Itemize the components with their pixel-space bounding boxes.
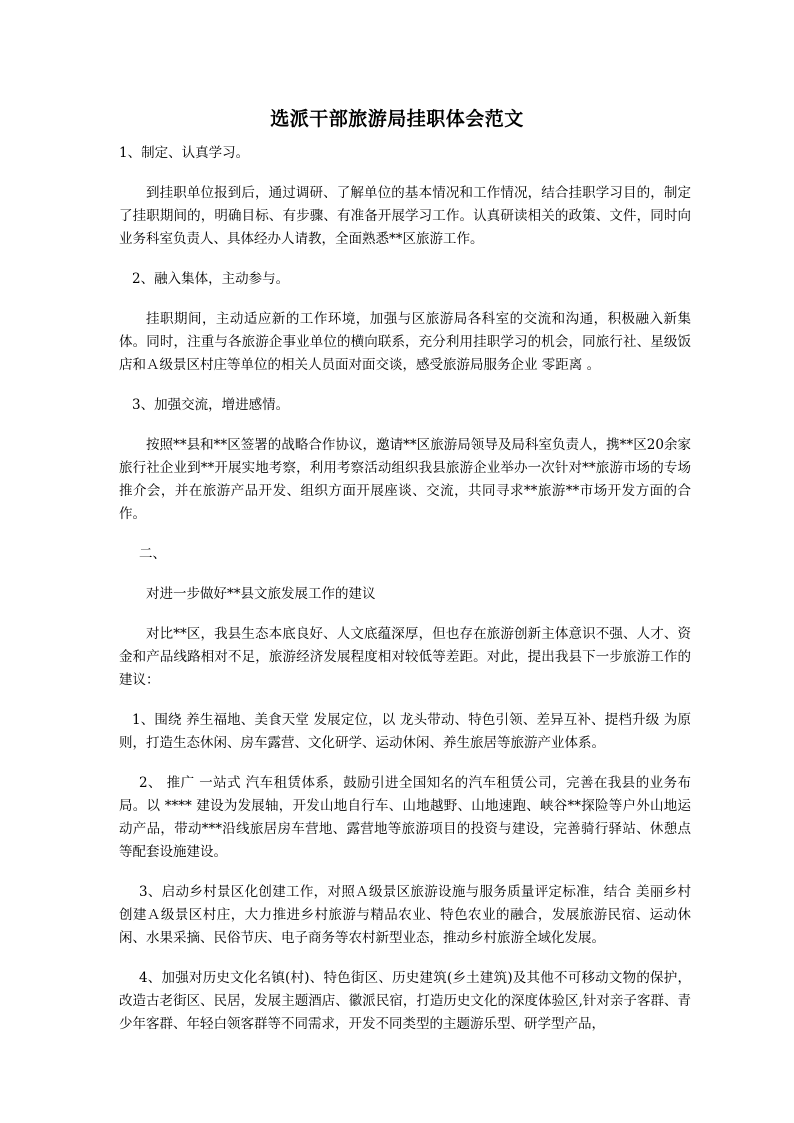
paragraph: 对比**区，我县生态本底良好、人文底蕴深厚，但也存在旅游创新主体意识不强、人才、资金和产品线路相对不足，旅游经济发展程度相对较低等差距。对此，提出我县下一步旅游工作的建议： [119,626,691,688]
suggestion-item-4: 4、加强对历史文化名镇(村)、特色街区、历史建筑(乡土建筑)及其他不可移动文物的保护，改造古老街区、民居，发展主题酒店、徽派民宿，打造历史文化的深度体验区,针对亲子客群、青少年客群、年轻白领客群等不同需求，开发不同类型的主题游乐型、研学型产品， [119,970,691,1032]
paragraph-heading-1: 1、制定、认真学习。 [119,145,250,161]
section-heading-2: 二、 [139,546,166,562]
paragraph: 按照**县和**区签署的战略合作协议，邀请**区旅游局领导及局科室负责人，携**区20余家旅行社企业到**开展实地考察，利用考察活动组织我县旅游企业举办一次针对**旅游市场的专场推介会，并在旅游产品开发、组织方面开展座谈、交流，共同寻求**旅游**市场开发方面的合作。 [119,437,691,522]
paragraph: 挂职期间，主动适应新的工作环境，加强与区旅游局各科室的交流和沟通，积极融入新集体。同时，注重与各旅游企事业单位的横向联系，充分利用挂职学习的机会，同旅行社、星级饭店和Ａ级景区村庄等单位的相关人员面对面交谈，感受旅游局服务企业 零距离 。 [119,311,691,373]
document-body [119,142,691,1036]
paragraph-heading-3: 3、加强交流，增进感情。 [132,397,290,413]
suggestion-item-2: 2、 推广 一站式 汽车租赁体系，鼓励引进全国知名的汽车租赁公司，完善在我县的业务布局。以 **** 建设为发展轴，开发山地自行车、山地越野、山地速跑、峡谷**探险等户外山地运动产品，带动***沿线旅居房车营地、露营地等旅游项目的投资与建设，完善骑行驿站、休憩点等配套设施建设。 [119,775,691,860]
suggestion-item-1: 1、围绕 养生福地、美食天堂 发展定位，以 龙头带动、特色引领、差异互补、提档升级 为原则，打造生态休闲、房车露营、文化研学、运动休闲、养生旅居等旅游产业体系。 [119,712,691,751]
suggestion-item-3: 3、启动乡村景区化创建工作，对照Ａ级景区旅游设施与服务质量评定标准，结合 美丽乡村 创建Ａ级景区村庄，大力推进乡村旅游与精品农业、特色农业的融合，发展旅游民宿、运动休闲、水果采摘、民俗节庆、电子商务等农村新型业态，推动乡村旅游全域化发展。 [119,884,691,946]
paragraph: 到挂职单位报到后，通过调研、了解单位的基本情况和工作情况，结合挂职学习目的，制定了挂职期间的，明确目标、有步骤、有准备开展学习工作。认真研读相关的政策、文件，同时向业务科室负责人、具体经办人请教，全面熟悉**区旅游工作。 [119,185,691,247]
section-subtitle: 对进一步做好**县文旅发展工作的建议 [146,586,376,602]
paragraph-heading-2: 2、融入集体，主动参与。 [132,271,290,287]
document-title: 选派干部旅游局挂职体会范文 [270,108,524,130]
